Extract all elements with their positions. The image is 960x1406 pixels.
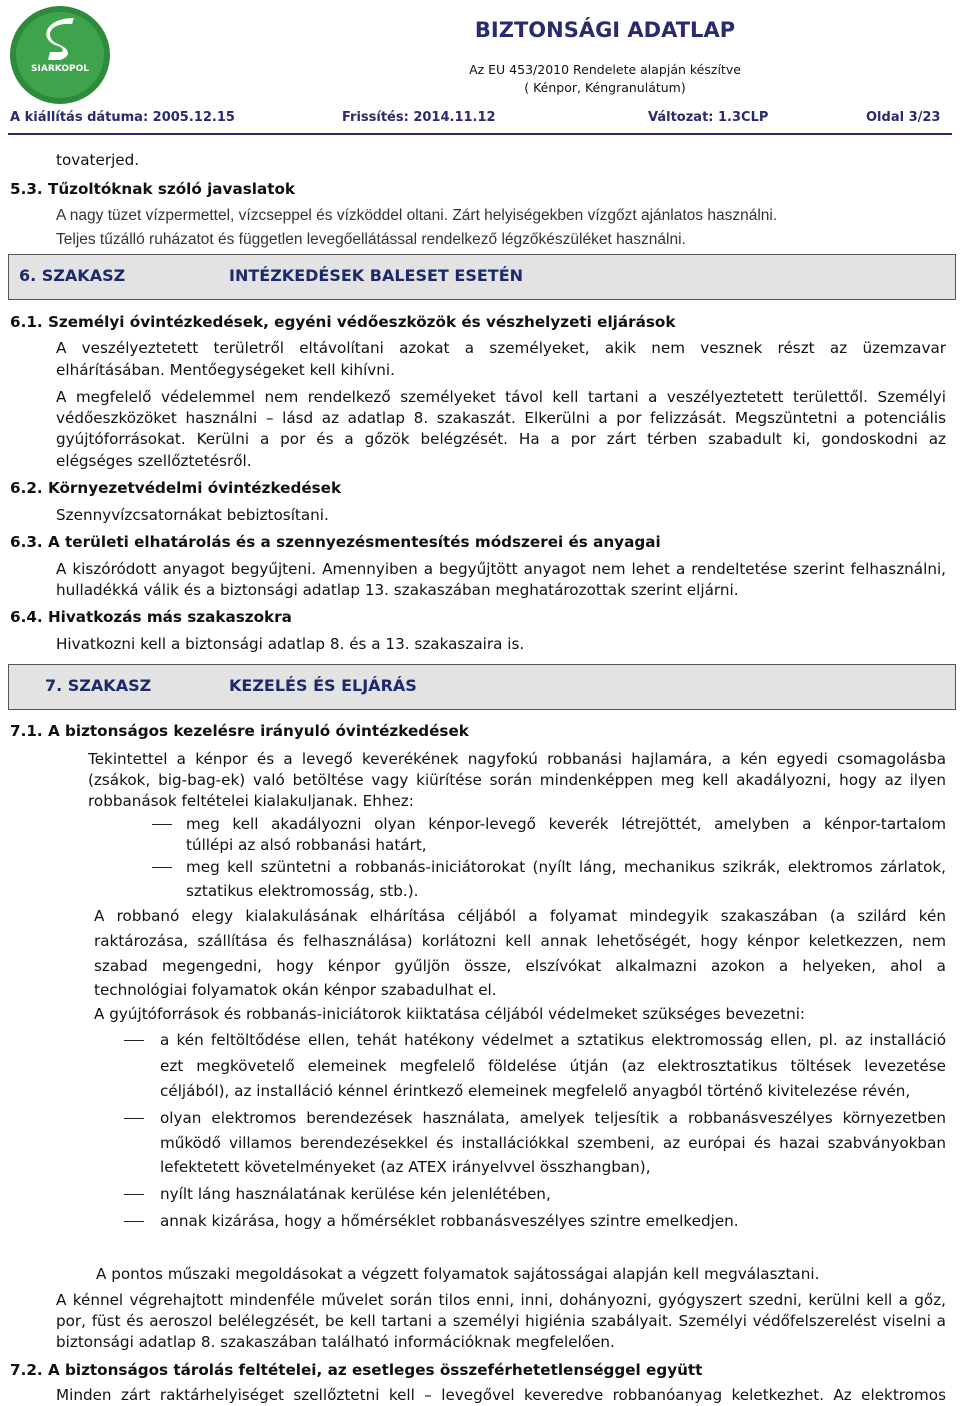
list-item: meg kell szüntetni a robbanás-iniciátorokat (nyílt láng, mechanikus szikrák, elektromos zárlatok,	[186, 858, 946, 876]
section-6-number: 6. SZAKASZ	[19, 266, 126, 285]
dash-bullet	[152, 867, 172, 868]
text-line: biztonsági adatlap 8. szakaszában található információknak megfelelően.	[56, 1333, 615, 1351]
text-line: szabad megengedni, hogy kénpor gyűljön össze, elszívókat alkalmazni azokon a helyeken, ahol a	[94, 957, 946, 975]
list-item: a kén feltöltődése ellen, tehát hatékony védelmet a sztatikus elektromosság ellen, pl. az installáció	[160, 1031, 946, 1049]
text-line: Hivatkozni kell a biztonsági adatlap 8. és a 13. szakaszaira is.	[56, 635, 525, 653]
text-line: védőeszközöket használni – lásd az adatlap 8. szakaszát. Elkerülni a por felizzását. Megszüntetni a potenciális	[56, 409, 946, 427]
version: Változat: 1.3CLP	[648, 110, 769, 125]
heading-7-1: 7.1. A biztonságos kezelésre irányuló óvintézkedések	[10, 722, 469, 740]
update-date: Frissítés: 2014.11.12	[342, 110, 496, 125]
list-item: sztatikus elektromosság, stb.).	[186, 882, 419, 900]
text-line: technológiai folyamatok okán kénpor szabadulhat el.	[94, 981, 497, 999]
dash-bullet	[124, 1040, 144, 1041]
list-item: olyan elektromos berendezések használata, amelyek teljesítik a robbanásveszélyes környezetben	[160, 1109, 946, 1127]
text-line: robbanások feltételei kialakuljanak. Ehhez:	[88, 792, 414, 810]
text-line: A pontos műszaki megoldásokat a végzett folyamatok sajátosságai alapján kell megválasztani.	[96, 1265, 820, 1283]
heading-6-3: 6.3. A területi elhatárolás és a szennyezésmentesítés módszerei és anyagai	[10, 533, 661, 551]
section-6-title: INTÉZKEDÉSEK BALESET ESETÉN	[229, 266, 524, 285]
text-line: Tekintettel a kénpor és a levegő keverékének nagyfokú robbanási hajlamára, a kén egyedi csomagolásba	[88, 750, 946, 768]
text-line: A veszélyeztetett területről eltávolítani azokat a személyeket, akik nem vesznek részt az üzemzavar	[56, 339, 946, 357]
text-line: hulladékká válik és a biztonsági adatlap 13. szakaszában meghatározottak szerint eljárni.	[56, 581, 739, 599]
dash-bullet	[152, 824, 172, 825]
text-line: A kiszóródott anyagot begyűjteni. Amennyiben a begyűjtött anyagot nem lehet a rendeltetése szerint felhasználni,	[56, 560, 946, 578]
regulation-line: Az EU 453/2010 Rendelete alapján készítve	[469, 62, 741, 77]
list-item: lefektetett követelményeket (az ATEX irányelvvel összhangban),	[160, 1158, 651, 1176]
text-line: A kénnel végrehajtott mindenféle művelet során tilos enni, inni, dohányozni, gyógyszert szedni, kerülni kell a gőz,	[56, 1291, 946, 1309]
list-item: nyílt láng használatának kerülése kén jelenlétében,	[160, 1185, 551, 1203]
heading-6-4: 6.4. Hivatkozás más szakaszokra	[10, 608, 292, 626]
section-7-number: 7. SZAKASZ	[45, 676, 152, 695]
text-line: raktározása, szállítása és felhasználása) korlátozni kell annak lehetőségét, hogy kénpor keletkezzen, nem	[94, 932, 946, 950]
heading-7-2: 7.2. A biztonságos tárolás feltételei, az esetleges összeférhetetlenséggel együtt	[10, 1361, 703, 1379]
list-item: annak kizárása, hogy a hőmérséklet robbanásveszélyes szintre emelkedjen.	[160, 1212, 739, 1230]
list-item: ezt megkövetelő elemeinek megfelelő földelése útján (az elektrosztatikus töltések levezetése	[160, 1057, 946, 1075]
section-6-bar	[8, 254, 956, 300]
text-line: A megfelelő védelemmel nem rendelkező személyeket távol kell tartani a veszélyeztetett területtől. Személyi	[56, 388, 946, 406]
dash-bullet	[124, 1221, 144, 1222]
text-line: gyújtóforrásokat. Kerülni a por és a gőzök belégzését. Ha a por zárt térben szabadult ki, gondoskodni az	[56, 430, 946, 448]
section-7-title: KEZELÉS ÉS ELJÁRÁS	[229, 676, 417, 695]
text-line: tovaterjed.	[56, 151, 140, 169]
list-item: meg kell akadályozni olyan kénpor-levegő keverék létrejöttét, amelyben a kénpor-tartalom	[186, 815, 946, 833]
text-line: por, füst és aeroszol belélegzését, be kell tartani a személyi higiénia szabályait. Személyi védőfelszerelést viselni a	[56, 1312, 946, 1330]
list-item: túllépi az alsó robbanási határt,	[186, 836, 427, 854]
dash-bullet	[124, 1118, 144, 1119]
document-title: BIZTONSÁGI ADATLAP	[474, 18, 736, 42]
page-number: Oldal 3/23	[866, 110, 941, 125]
text-line: elhárításában. Mentőegységeket kell kihívni.	[56, 361, 395, 379]
list-item: céljából), az installáció kénnel érintkező elemeinek megfelelő anyagból történő kivitelezése révén,	[160, 1082, 911, 1100]
text-line: (zsákok, big-bag-ek) való betöltése vagy kiürítése során mindenképpen meg kell akadályozni, hogy az ilyen	[88, 771, 946, 789]
heading-6-2: 6.2. Környezetvédelmi óvintézkedések	[10, 479, 342, 497]
list-item: működő villamos berendezésekkel és installációkkal szembeni, az európai és hazai szabványokban	[160, 1134, 946, 1152]
text-line: elégséges szellőztetésről.	[56, 452, 252, 470]
text-line: A robbanó elegy kialakulásának elhárítása céljából a folyamat mindegyik szakaszában (a szilárd kén	[94, 907, 946, 925]
header-divider	[8, 133, 952, 135]
text-line: A gyújtóforrások és robbanás-iniciátorok kiiktatása céljából védelmeket szükséges bevezetni:	[94, 1005, 806, 1023]
heading-6-1: 6.1. Személyi óvintézkedések, egyéni védőeszközök és vészhelyzeti eljárások	[10, 313, 676, 331]
logo-text: SIARKOPOL	[31, 64, 89, 74]
heading-5-3: 5.3. Tűzoltóknak szóló javaslatok	[10, 180, 295, 198]
section-7-bar	[8, 664, 956, 710]
text-line: Teljes tűzálló ruházatot és független levegőellátással rendelkező légzőkészüléket használni.	[56, 231, 686, 248]
text-line: A nagy tüzet vízpermettel, vízcseppel és vízköddel oltani. Zárt helyiségekben vízgőzt ajánlatos használni.	[56, 207, 778, 224]
text-line: Minden zárt raktárhelyiséget szellőztetni kell – levegővel keveredve robbanóanyag keletkezhet. Az elektromos	[56, 1386, 946, 1404]
products-line: ( Kénpor, Kéngranulátum)	[524, 80, 686, 95]
company-logo	[8, 4, 112, 106]
issue-date: A kiállítás dátuma: 2005.12.15	[10, 110, 235, 125]
text-line: Szennyvízcsatornákat bebiztosítani.	[56, 506, 329, 524]
dash-bullet	[124, 1194, 144, 1195]
